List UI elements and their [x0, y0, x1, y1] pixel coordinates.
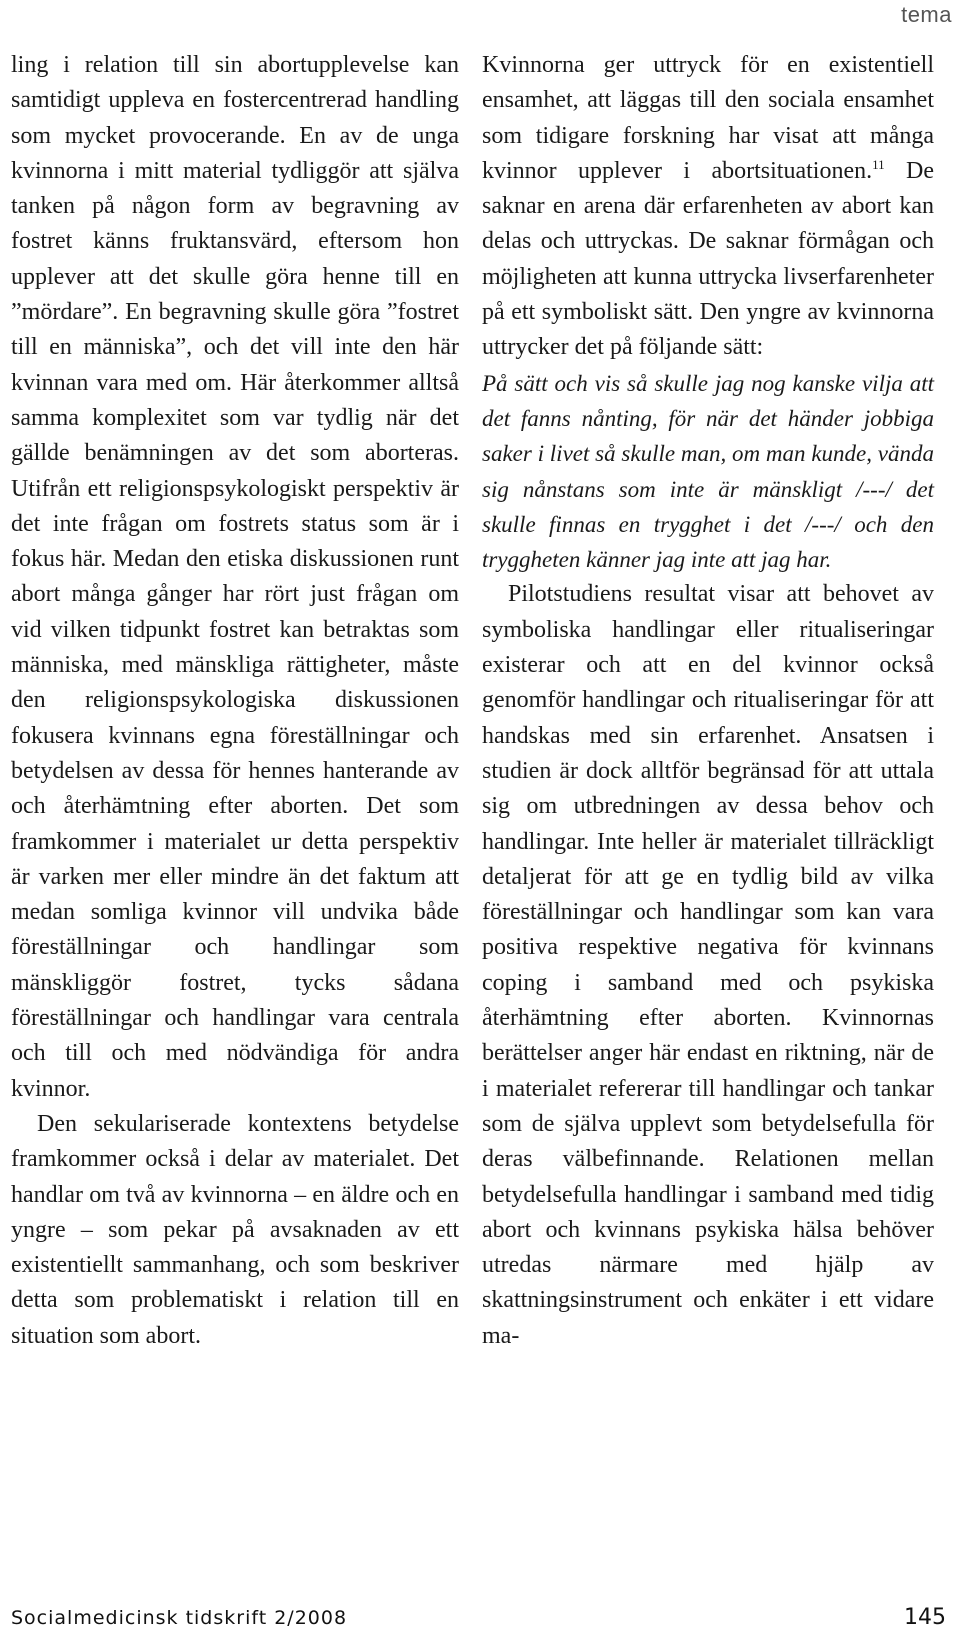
paragraph: ling i relation till sin abortupplevelse kan samtidigt uppleva en fostercentrerad handling som mycket provocerande. En av de unga kvinnorna i mitt material tydliggör att själva tanken på någon form av begravning av fostret känns fruktansvärd, eftersom hon upplever att det skulle göra henne till en ”mördare”. En begravning skulle göra ”fostret till en människa”, och det vill inte den här kvinnan vara med om. Här återkommer alltså samma komplexitet som var tydlig när det gällde benämningen av det som aborteras. Utifrån ett religionspsykologiskt perspektiv är det inte frågan om fostrets status som är i fokus här. Medan den etiska diskussionen runt abort många gånger har rört just frågan om vid vilken tidpunkt fostret kan betraktas som människa, med mänskliga rättigheter, måste den religionspsykologiska diskussionen fokusera kvinnans egna föreställningar och betydelsen av dessa för hennes hanterande av och återhämtning efter aborten. Det som framkommer i materialet ur detta perspektiv är varken mer eller mindre än det faktum att medan somliga kvinnor vill undvika både föreställningar och handlingar som mänskliggör fostret, tycks sådana föreställningar och handlingar vara centrala och till och med nödvändiga för andra kvinnor.: [11, 52, 459, 1102]
section-tag: tema: [901, 2, 952, 27]
right-column: [482, 48, 934, 1354]
journal-name: Socialmedicinsk tidskrift 2/2008: [11, 1607, 348, 1629]
paragraph: [482, 48, 934, 366]
paragraph: Pilotstudiens resultat visar att behovet av symboliska handlingar eller ritualiseringar existerar och att en del kvinnor också genomför handlingar och ritualiseringar för att handskas med sin erfarenhet. Ansatsen i studien är dock alltför begränsad för att uttala sig om utbredningen av dessa behov och handlingar. Inte heller är materialet tillräckligt detaljerat för att ge en tydlig bild av vilka föreställningar och handlingar som kan vara positiva respektive negativa för kvinnans coping i samband med och psykiska återhämtning efter aborten. Kvinnornas berättelser anger här endast en riktning, när de i materialet refererar till handlingar och tankar som de själva upplevt som betydelsefulla för deras välbefinnande. Relationen mellan betydelsefulla handlingar i samband med tidig abort och kvinnans psykiska hälsa behöver utredas närmare med hjälp av skattningsinstrument och enkäter i ett vidare ma-: [482, 581, 934, 1349]
page-number: 145: [904, 1605, 946, 1630]
paragraph: Den sekulariserade kontextens betydelse framkommer också i delar av materialet. Det handlar om två av kvinnorna – en äldre och en yngre – som pekar på avsaknaden av ett existentiellt sammanhang, och som beskriver detta som problematiskt i relation till en situation som abort.: [11, 1110, 459, 1349]
left-column: [11, 48, 459, 1354]
block-quote: På sätt och vis så skulle jag nog kanske vilja att det fanns nånting, för när det händer jobbiga saker i livet så skulle man, om man kunde, vända sig nånstans som inte är mänskligt /---/ det skulle finnas en trygghet i det /---/ och den tryggheten känner jag inte att jag har.: [482, 370, 934, 573]
paragraph-text: De saknar en arena där erfarenheten av abort kan delas och uttryckas. De saknar förmågan och möjligheten att kunna uttrycka livserfarenheter på ett symboliskt sätt. Den yngre av kvinnorna uttrycker det på följande sätt:: [482, 157, 934, 361]
footnote-reference: 11: [872, 156, 885, 172]
paragraph-text: Kvinnorna ger uttryck för en existentiell ensamhet, att läggas till den sociala ensamhet som tidigare forskning har visat att många kvinnor upplever i abortsituationen.: [482, 52, 934, 184]
